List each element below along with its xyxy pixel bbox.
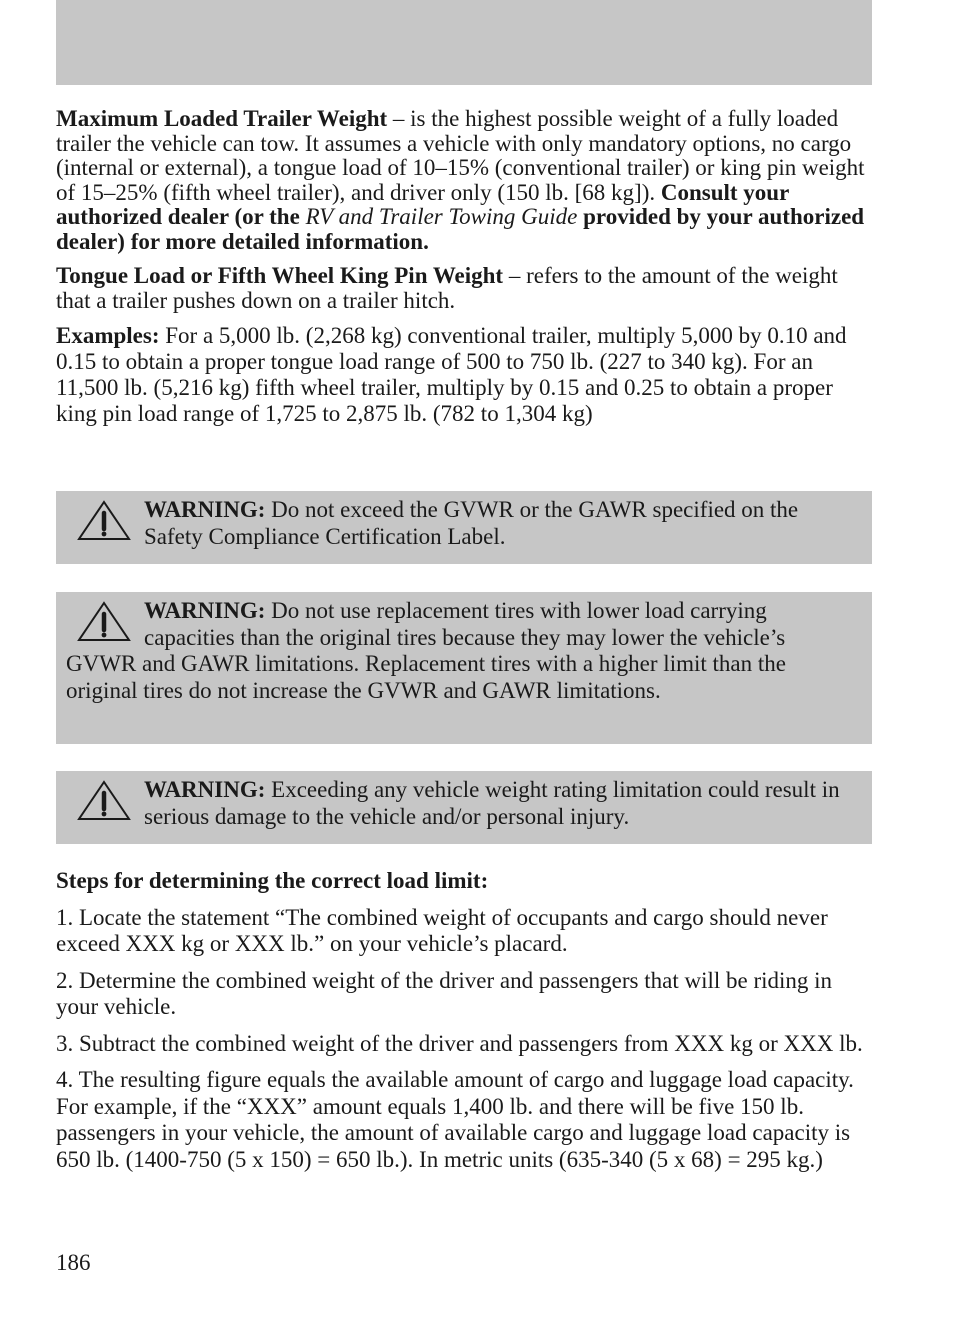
warning-triangle-icon (76, 499, 132, 543)
warning-box (56, 771, 872, 844)
paragraph-text: – refers to the amount of the weight that a trailer pushes down on a trailer hitch. (56, 263, 838, 313)
warning-text (66, 598, 858, 704)
warning-body: Do not exceed the GVWR or the GAWR specified on the Safety Compliance Certification Label. (144, 497, 799, 549)
term-examples: Examples: (56, 323, 160, 348)
header-bar (56, 0, 872, 85)
warning-body: Do not use replacement tires with lower load carrying capacities than the original tires because they may lower the vehicle’s GVWR and GAWR limitations. Replacement tires with a higher limit than the original tires do not increase the GVWR and GAWR limitations. (66, 598, 786, 703)
warning-text (66, 497, 858, 550)
guide-title: RV and Trailer Towing Guide (305, 204, 578, 229)
paragraph-text: For a 5,000 lb. (2,268 kg) conventional trailer, multiply 5,000 by 0.10 and 0.15 to obtain a proper tongue load range of 500 to 750 lb. (227 to 340 kg). For an 11,500 lb. (5,216 kg) fifth wheel trailer, multiply by 0.15 and 0.25 to obtain a proper king pin load range of 1,725 to 2,875 lb. (782 to 1,304 kg) (56, 323, 847, 426)
step-item: 4. The resulting figure equals the available amount of cargo and luggage load capacity. For example, if the “XXX” amount equals 1,400 lb. and there will be five 150 lb. passengers in your vehicle, the amount of available cargo and luggage load capacity is 650 lb. (1400-750 (5 x 150) = 650 lb.). In metric units (635-340 (5 x 68) = 295 kg.) (56, 1067, 854, 1172)
warning-label: WARNING: (144, 497, 266, 522)
paragraph-text: – is the highest possible weight of a fully loaded trailer the vehicle can tow. It assumes a vehicle with only mandatory options, no cargo (internal or external), a tongue load of 10–15% (conventional trailer) or king pin weight of 15–25% (fifth wheel trailer), and driver only (150 lb. [68 kg]). (56, 106, 865, 205)
step-item: 2. Determine the combined weight of the driver and passengers that will be riding in your vehicle. (56, 967, 833, 1019)
steps-heading-text: Steps for determining the correct load limit: (56, 868, 489, 893)
steps-section (56, 868, 870, 1183)
paragraph-examples (56, 323, 870, 427)
warning-text (66, 777, 858, 830)
step-item: 1. Locate the statement “The combined weight of occupants and cargo should never exceed XXX kg or XXX lb.” on your vehicle’s placard. (56, 904, 828, 956)
warning-body: Exceeding any vehicle weight rating limitation could result in serious damage to the vehicle and/or personal injury. (144, 777, 840, 829)
warning-box (56, 592, 872, 744)
bold-text: provided by your authorized dealer) for more detailed information. (56, 204, 865, 254)
paragraph-max-trailer-weight (56, 107, 870, 254)
warning-box (56, 491, 872, 564)
paragraph-tongue-load (56, 264, 870, 313)
term-max-loaded-trailer-weight: Maximum Loaded Trailer Weight (56, 106, 388, 131)
term-tongue-load: Tongue Load or Fifth Wheel King Pin Weight (56, 263, 504, 288)
steps-heading (56, 868, 870, 895)
warning-triangle-icon (76, 779, 132, 823)
main-content (56, 107, 870, 427)
warning-triangle-icon (76, 600, 132, 644)
warning-label: WARNING: (144, 598, 266, 623)
warning-label: WARNING: (144, 777, 266, 802)
page-number: 186 (56, 1250, 91, 1275)
step-item: 3. Subtract the combined weight of the driver and passengers from XXX kg or XXX lb. (56, 1030, 863, 1056)
bold-text: Consult your authorized dealer (or the (56, 179, 789, 229)
